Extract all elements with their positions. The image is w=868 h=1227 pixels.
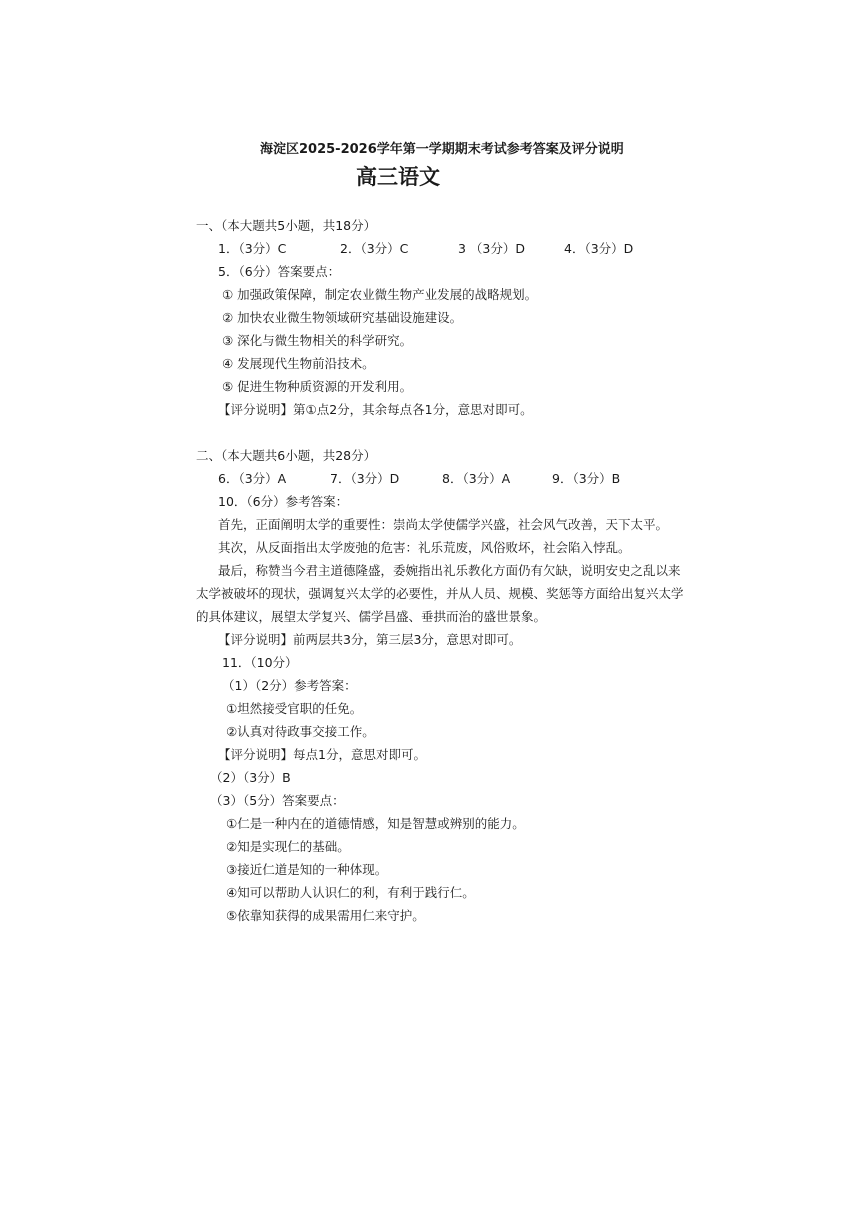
q11-1-heading: （1）（2分）参考答案：	[222, 678, 357, 693]
q5-point: ① 加强政策保障，制定农业微生物产业发展的战略规划。	[222, 287, 538, 302]
q10-scoring-note: 【评分说明】前两层共3分，第三层3分，意思对即可。	[218, 632, 522, 647]
q11-heading: 11．（10分）	[222, 655, 298, 670]
q5-point: ③ 深化与微生物相关的科学研究。	[222, 333, 413, 348]
answer-q4: 4．（3分）D	[564, 241, 634, 256]
q10-line: 太学被破坏的现状，强调复兴太学的必要性，并从人员、规模、奖惩等方面给出复兴太学	[196, 586, 684, 601]
q10-line: 首先，正面阐明太学的重要性：崇尚太学使儒学兴盛，社会风气改善，天下太平。	[218, 517, 669, 532]
q5-point: ⑤ 促进生物种质资源的开发利用。	[222, 379, 413, 394]
q10-line: 的具体建议，展望太学复兴、儒学昌盛、垂拱而治的盛世景象。	[196, 609, 547, 624]
q11-3-point: ②知是实现仁的基础。	[226, 839, 350, 854]
q10-heading: 10．（6分）参考答案：	[218, 494, 349, 509]
document-subtitle: 高三语文	[356, 165, 440, 189]
q11-3-point: ④知可以帮助人认识仁的利，有利于践行仁。	[226, 885, 475, 900]
section1-heading: 一、（本大题共5小题，共18分）	[196, 218, 377, 233]
document-title: 海淀区2025-2026学年第一学期期末考试参考答案及评分说明	[260, 142, 624, 157]
q11-3-point: ⑤依靠知获得的成果需用仁来守护。	[226, 908, 425, 923]
q11-3-heading: （3）（5分）答案要点：	[210, 793, 345, 808]
answer-q7: 7．（3分）D	[330, 471, 400, 486]
q11-1-scoring-note: 【评分说明】每点1分，意思对即可。	[218, 747, 426, 762]
q11-2-answer: （2）（3分）B	[210, 770, 291, 785]
q11-1-point: ①坦然接受官职的任免。	[226, 701, 363, 716]
q5-heading: 5．（6分）答案要点：	[218, 264, 341, 279]
answer-q8: 8．（3分）A	[442, 471, 511, 486]
q10-line: 其次，从反面指出太学废弛的危害：礼乐荒废，风俗败坏，社会陷入悖乱。	[218, 540, 631, 555]
answer-q3: 3 （3分）D	[458, 241, 526, 256]
q5-scoring-note: 【评分说明】第①点2分，其余每点各1分，意思对即可。	[218, 402, 533, 417]
q11-3-point: ①仁是一种内在的道德情感，知是智慧或辨别的能力。	[226, 816, 525, 831]
q5-point: ④ 发展现代生物前沿技术。	[222, 356, 375, 371]
q11-1-point: ②认真对待政事交接工作。	[226, 724, 375, 739]
answer-q9: 9．（3分）B	[552, 471, 621, 486]
answer-q1: 1．（3分）C	[218, 241, 287, 256]
answer-q6: 6．（3分）A	[218, 471, 287, 486]
q5-point: ② 加快农业微生物领域研究基础设施建设。	[222, 310, 463, 325]
q11-3-point: ③接近仁道是知的一种体现。	[226, 862, 388, 877]
q10-line: 最后，称赞当今君主道德隆盛，委婉指出礼乐教化方面仍有欠缺，说明安史之乱以来	[218, 563, 681, 578]
section2-heading: 二、（本大题共6小题，共28分）	[196, 448, 377, 463]
answer-q2: 2．（3分）C	[340, 241, 409, 256]
